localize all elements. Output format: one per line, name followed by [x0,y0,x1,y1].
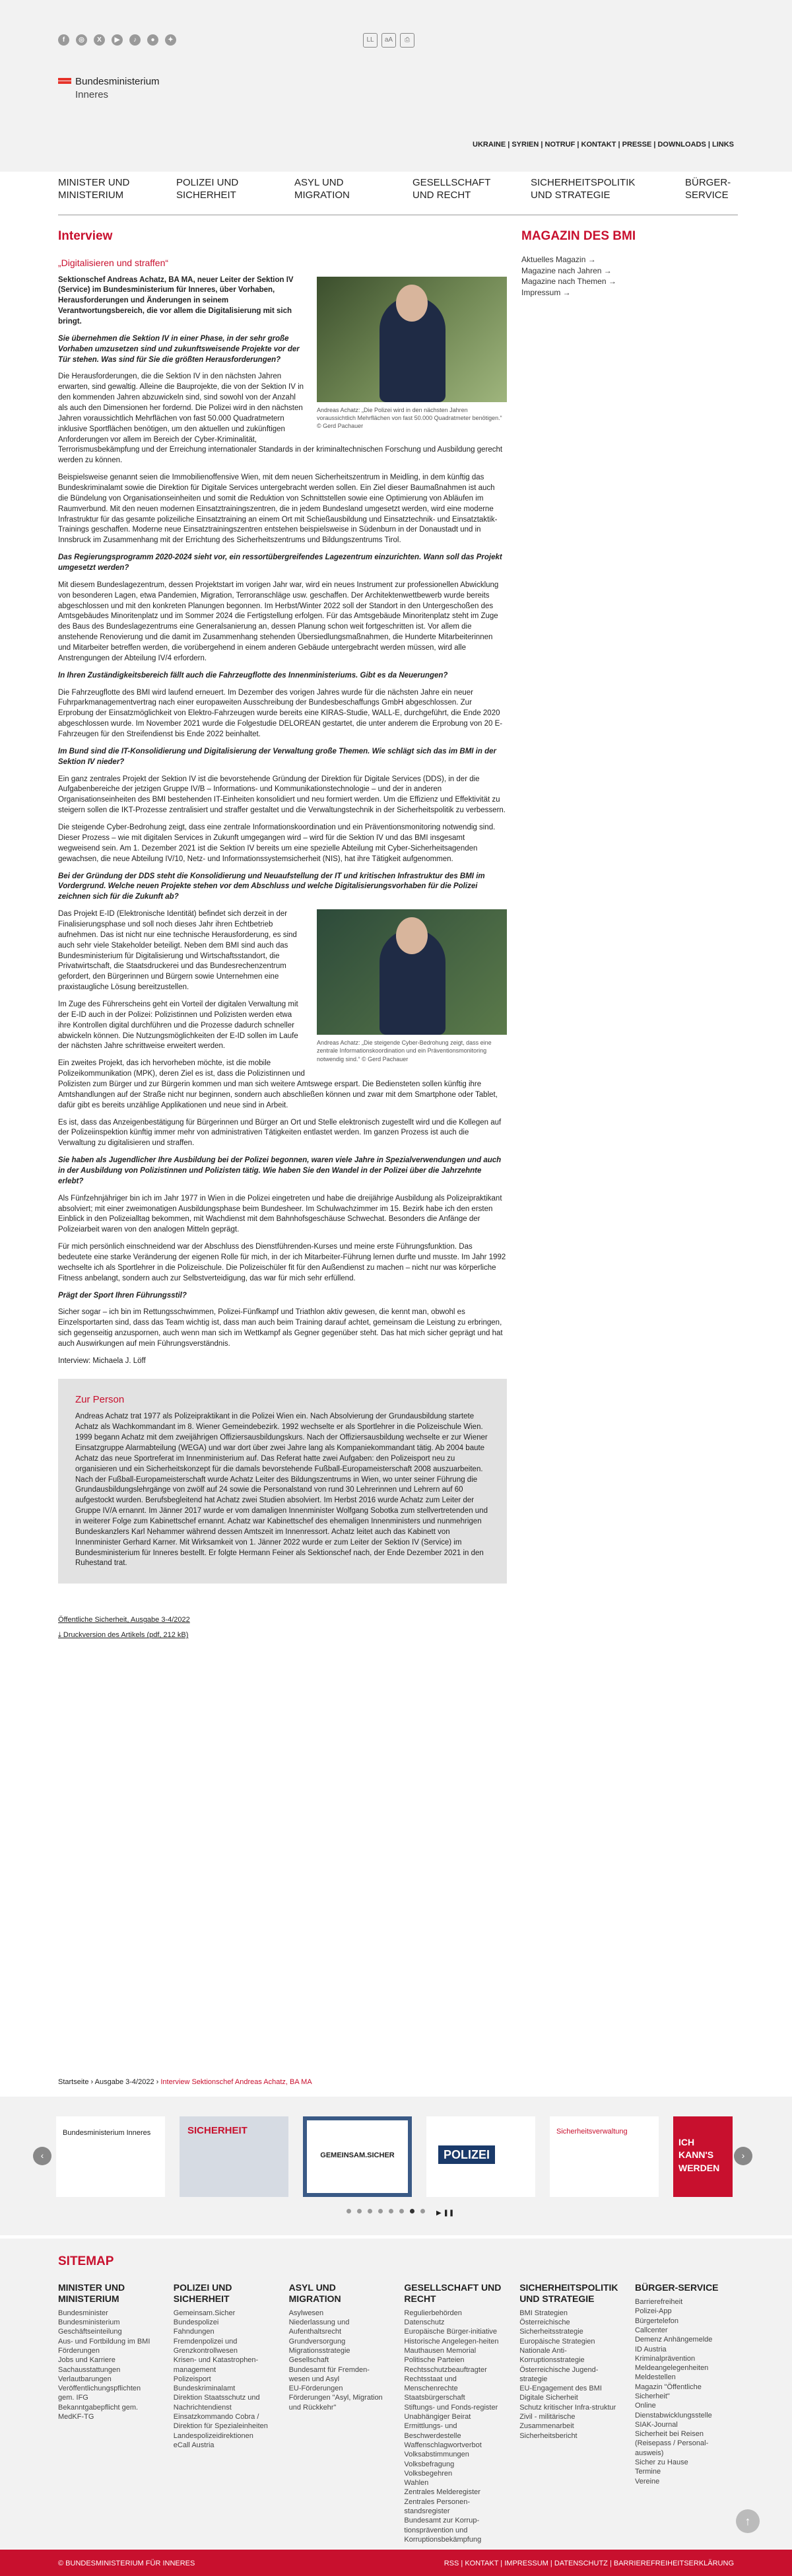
sitemap-link[interactable]: Digitale Sicherheit [519,2394,578,2402]
figure-2 [317,909,507,1063]
carousel [0,2097,792,2235]
carousel-dot[interactable] [399,2209,404,2213]
sitemap-column [174,2282,273,2544]
sitemap-link[interactable]: Zentrales Personen-standsregister [404,2497,471,2516]
infobox-heading: Zur Person [75,1393,125,1405]
sitemap-link[interactable]: Volksbegehren [404,2469,453,2478]
sitemap-link[interactable]: Förderungen [58,2347,100,2355]
sitemap-link[interactable]: Bundesminister [58,2309,108,2317]
carousel-prev-icon[interactable]: ‹ [33,2147,51,2165]
breadcrumb-sep: › [90,2078,94,2086]
article-body [58,334,507,1367]
meta-nav-links[interactable]: UKRAINE | SYRIEN | NOTRUF | KONTAKT | PRESSE | DOWNLOADS | LINKS [473,141,734,149]
figure-caption: Andreas Achatz: „Die steigende Cyber-Bedrohung zeigt, dass eine zentrale Informationskoordination und ein Präventionsmonitoring notwendig sind.“ © Gerd Pachauer [317,1039,492,1062]
footer-links[interactable]: RSS | KONTAKT | IMPRESSUM | DATENSCHUTZ | BARRIEREFREIHEITSERKLÄRUNG [444,2559,734,2567]
footer [0,2550,792,2576]
interview-question: Sie übernehmen die Sektion IV in einer Phase, in der sehr große Vorhaben umzusetzen sind und zukunftsweisende Projekte vor der Tür stehen. Was sind für Sie die größten Herausforderungen? [58,334,300,364]
interview-answer: Als Fünfzehnjähriger bin ich im Jahr 1977 in Wien in die Polizei eingetreten und habe die dreijährige Ausbildung als Polizeipraktikant absolviert; mit einer zweimonatigen Ausbildungsphase beim Bundesheer. Im Schulwachzimmer im 15. Bezirk habe ich den ersten Einblick in den Polizeialltag bekommen, mit Wachdienst mit dem Bahnhofsgeschäuse Schwechat. Besonders die Anfänge der Polizeiarbeit waren von den analogen Mitteln geprägt. [58,1194,502,1234]
sitemap-link[interactable]: Bundeskriminalamt [173,2385,236,2393]
carousel-slide[interactable]: Bundesministerium Inneres [56,2116,165,2197]
article-links [58,1615,507,1640]
sitemap-heading: SITEMAP [58,2254,114,2268]
sitemap-link[interactable]: Sachausstattungen [58,2365,121,2374]
interview-question: Im Bund sind die IT-Konsolidierung und Digitalisierung der Verwaltung große Themen. Wie schlägt sich das im BMI in der Sektion IV nieder? [58,747,496,766]
sitemap-link[interactable]: Asylwesen [288,2309,324,2317]
interview-answer: Die Fahrzeugflotte des BMI wird laufend erneuert. Im Dezember des vorigen Jahres wurde für die nächsten Jahre ein neuer Fuhrparkmanagementvertrag nach einer europaweiten Ausschreibung der Bundesbeschaffungs GmbH abgeschlossen. Zur Erprobung der Einsatzmöglichkeit von Elektro-Fahrzeugen wurde bereits eine KIRAS-Studie, WALL-E, durchgeführt, die Ende 2020 abgeschlossen wurde. Im November 2021 wurde die Folgestudie DELOREAN gestartet, die unter anderem die Erprobung von 20 E-Fahrzeugen für den Streifendienst bis Ende 2022 beinhaltet. [58,688,503,739]
sitemap-link[interactable]: Österreichische Sicherheitsstrategie [519,2318,583,2336]
nav-sicherheitspolitik[interactable]: SICHERHEITSPOLITIK UND STRATEGIE [531,177,636,201]
sitemap-link[interactable]: Callcenter [634,2326,668,2334]
sitemap-link[interactable]: Bürgertelefon [634,2316,679,2325]
carousel-dot[interactable] [420,2209,425,2213]
sitemap-column-title[interactable]: GESELLSCHAFT UND RECHT [404,2282,502,2305]
sitemap-link[interactable]: Vereine [634,2477,660,2486]
instagram-icon[interactable]: ◎ [76,34,87,46]
nav-buergerservice[interactable]: BÜRGER-SERVICE [685,177,731,201]
sidebar-link-impressum[interactable]: Impressum → [521,287,571,297]
sitemap-link[interactable]: Europäische Strategien [519,2337,595,2346]
sitemap-link[interactable]: Stiftungs- und Fonds-register [404,2403,498,2412]
carousel-play-pause[interactable]: ▶ ❚❚ [436,2210,455,2217]
photo-achatz-1 [317,277,507,402]
print-icon[interactable]: ⎙ [400,33,414,48]
sitemap-column-title[interactable]: MINISTER UND MINISTERIUM [58,2282,125,2305]
sitemap-link[interactable]: Bekanntgabepflicht gem. MedKF-TG [58,2403,139,2421]
logo-line1: Bundesministerium [75,76,160,87]
figure-1 [317,277,507,431]
sitemap-link[interactable]: Einsatzkommando Cobra / Direktion für Spezialeinheiten [173,2413,268,2431]
sidebar-link-years[interactable]: Magazine nach Jahren → [521,265,612,275]
sitemap-link[interactable]: Fahndungen [173,2328,214,2336]
interview-answer: Das Projekt E-ID (Elektronische Identität) befindet sich derzeit in der Finalisierungsphase und soll noch dieses Jahr ihren Echtbetrieb aufnehmen. Das ist nicht nur eine technische Herausforderung, es sind auch sehr viele Stakeholder beteiligt. Neben dem BMI sind auch das Bundesministerium für Digitalisierung und Wirtschaftsstandort, die Privatwirtschaft, die Staatsdruckerei und das Bundesrechenzentrum gefordert, den Bürgerinnen und Bürgern sowie Unternehmen eine praxistaugliche Lösung bereitzustellen. [58,910,297,992]
nav-gesellschaft[interactable]: GESELLSCHAFT UND RECHT [412,177,491,201]
interview-answer: Ein zweites Projekt, das ich hervorheben möchte, ist die mobile Polizeikommunikation (MPK), deren Ziel es ist, dass die Polizistinnen und Polizisten zum Bürger und zur Bürgerin kommen und man sich weitere Amtswege erspart. Die Bediensteten sollen künftig ihre Amtshandlungen auf der Straße nicht nur beginnen, sondern auch abschließen können und zwar mit dem Smartphone oder Tablet, dafür gibt es bereits unzählige Applikationen und neue sind in Arbeit. [58,1059,498,1109]
carousel-slide-label: POLIZEI [438,2145,495,2164]
photo-achatz-2 [317,909,507,1035]
sitemap-link[interactable]: Online Dienstabwicklungsstelle [634,2402,712,2419]
sitemap-link[interactable]: Ermittlungs- und Beschwerdestelle [404,2422,461,2440]
breadcrumb-issue[interactable]: Ausgabe 3-4/2022 [94,2078,154,2086]
sitemap-column [635,2282,734,2544]
breadcrumb-sep: › [156,2078,159,2086]
sitemap-link[interactable]: Magazin "Öffentliche Sicherheit" [634,2383,702,2400]
breadcrumb [58,2077,312,2087]
sitemap-link[interactable]: Verlautbarungen [58,2375,112,2383]
sitemap-columns [58,2282,734,2544]
sitemap-link[interactable]: Zentrales Melderegister [404,2488,480,2497]
sitemap-column [58,2282,157,2544]
sitemap-link[interactable]: Migrationsstrategie [288,2347,350,2355]
sitemap-link[interactable]: Mauthausen Memorial [404,2347,477,2355]
interview-answer: Es ist, dass das Anzeigenbestätigung für Bürgerinnen und Bürger an Ort und Stelle elektronisch zugestellt wird und die Kollegen auf der Polizeiinspektion künftig immer mehr von administrativen Tätigkeiten entlastet werden. Im ganzen Prozess ist auch die Verwaltung zu digitalisieren und straffen. [58,1118,502,1148]
logo-line2: Inneres [75,89,109,100]
breadcrumb-current: Interview Sektionschef Andreas Achatz, BA MA [160,2078,312,2086]
sitemap-link[interactable]: Rechtsstaat und Menschenrechte [404,2375,458,2393]
sitemap-link[interactable]: ID Austria [634,2345,667,2353]
sitemap-link[interactable]: Gemeinsam.Sicher [173,2309,236,2317]
sitemap-link[interactable]: eCall Austria [173,2441,214,2449]
footer-copyright: © BUNDESMINISTERIUM FÜR INNERES [58,2559,195,2567]
sitemap-link[interactable]: Grundversorgung [288,2337,346,2346]
sitemap-link[interactable]: Wahlen [404,2479,429,2488]
sitemap-column-title[interactable]: SICHERHEITSPOLITIK UND STRATEGIE [519,2282,618,2305]
interview-question: Prägt der Sport Ihren Führungsstil? [58,1291,187,1300]
sitemap-link[interactable]: Schutz kritischer Infra-struktur [519,2403,616,2412]
interview-question: Sie haben als Jugendlicher Ihre Ausbildung bei der Polizei begonnen, waren viele Jahre in Spezialverwendungen und auch in der Ausbildung von Polizistinnen und Polizisten tätig. Wie haben Sie den Wandel in der Polizei über die Jahrzehnte erlebt? [58,1156,502,1185]
sitemap-link[interactable]: Kriminalprävention [634,2354,696,2363]
sitemap-link[interactable]: Termine [634,2468,661,2476]
carousel-dots [346,2209,454,2218]
sitemap-link[interactable]: Bundesamt zur Korrup-tionsprävention und Korruptionsbekämpfung [404,2517,482,2544]
sitemap-link[interactable]: EU-Förderungen [288,2385,343,2393]
sitemap-link[interactable]: Demenz Anhängemelde [634,2336,713,2344]
sitemap-link[interactable]: Geschäftseinteilung [58,2328,122,2336]
sitemap-link[interactable]: Bundesministerium [58,2318,120,2327]
sitemap-column-title[interactable]: POLIZEI UND SICHERHEIT [173,2282,232,2305]
person-infobox [58,1379,507,1584]
sitemap-link[interactable]: Landespolizeidirektionen [173,2431,253,2440]
font-size-button[interactable]: aA [381,33,396,48]
facebook-icon[interactable]: f [58,34,69,46]
sitemap-link[interactable]: Historische Angelegen-heiten [404,2337,499,2346]
sitemap-link[interactable]: Aus- und Fortbildung im BMI [58,2337,150,2346]
carousel-slide[interactable]: GEMEINSAM.SICHER [303,2116,412,2197]
sitemap-link[interactable]: Veröffentlichungspflichten gem. IFG [58,2385,141,2402]
interview-answer: Die steigende Cyber-Bedrohung zeigt, dass eine zentrale Informationskoordination und ein Präventionsmonitoring notwendig sind. Dieser Prozess – wie mit digitalen Services in Zukunft umgegangen wird – wird für die Sektion IV und das BMI insgesamt wegweisend sein. Am 1. Dezember 2021 ist die Sektion IV bereits um eine spezielle Abteilung mit Cyber-Sicherheitsagenden gewachsen, die neue Abteilung IV/10, Netz- und Informationssystemsicherheit (NIS), hat ihre Tätigkeit aufgenommen. [58,823,496,863]
sitemap-link[interactable]: Regulierbehörden [404,2309,462,2317]
interview-answer: Im Zuge des Führerscheins geht ein Vorteil der digitalen Verwaltung mit der E-ID auch in der Polizei: Polizistinnen und Polizisten werden etwa ihre Kontrollen digital durchführen und die Prozesse dadurch schneller abwickeln können. Die Nutzungsmöglichkeiten der E-ID sollen im Laufe der nächsten Jahre schrittweise erweitert werden. [58,1000,298,1051]
easy-language-button[interactable]: LL [363,33,378,48]
sitemap-column [289,2282,388,2544]
sitemap-link[interactable]: Politische Parteien [404,2356,465,2365]
article-intro: Sektionschef Andreas Achatz, BA MA, neuer Leiter der Sektion IV (Service) im Bundesministerium für Inneres, über Vorhaben, Herausforderungen und Änderungen in seinem Verantwortungsbereich, die vor allem die Digitalisierung mit sich bringt. [58,275,294,326]
sitemap-link[interactable]: Polizeisport [173,2375,211,2383]
sitemap-link[interactable]: Direktion Staatsschutz und Nachrichtendienst [173,2394,260,2412]
interview-answer: Sicher sogar – ich bin im Rettungsschwimmen, Polizei-Fünfkampf und Triathlon aktiv gewesen, die kennt man, obwohl es Einzelsportarten sind, dass das Team wichtig ist, dass man auch beim Training darauf achtet, gemeinsam die Leistung zu erbringen, sich gegenseitig anzuspornen, auch wenn man sich im Wettkampf als Gegner gegenüber steht. Das hat mich sicher geprägt und hat auch Auswirkungen auf mein Führungsverständnis. [58,1308,503,1348]
sitemap-link[interactable]: SIAK-Journal [634,2420,678,2429]
back-to-top-icon[interactable]: ↑ [736,2509,760,2533]
sitemap-link[interactable]: Barrierefreiheit [634,2298,683,2307]
sitemap-link[interactable]: BMI Strategien [519,2309,568,2317]
sitemap-link[interactable]: Meldestellen [634,2373,676,2382]
interview-answer: Für mich persönlich einschneidend war der Abschluss des Dienstführenden-Kurses und meine erste Führungsfunktion. Das bedeutete eine starke Veränderung der eigenen Rolle für mich, in der ich Mitarbeiter-Führung lernen durfte und musste. Im Jahr 1992 wechselte ich als Sportlehrer in die Polizeischule. Die Polizeischüler fit für den Außendienst zu machen – nicht nur was körperliche Fitness anbelangt, sondern auch zur Selbstverteidigung, das war für mich sehr erfüllend. [58,1243,506,1282]
sidebar-link-current[interactable]: Aktuelles Magazin → [521,255,596,265]
sitemap-link[interactable]: Sicherheit bei Reisen (Reisepass / Personal-ausweis) [634,2430,709,2457]
sitemap-link[interactable]: Gesellschaft [288,2356,329,2365]
interview-answer: Beispielsweise genannt seien die Immobilienoffensive Wien, mit dem neuen Sicherheitszentrum in Meidling, in dem künftig das Bundeskriminalamt sowie die Direktion für Digitale Services untergebracht werden sollen. Ein Ziel dieser Baumaßnahmen ist auch die Bündelung von Organisationseinheiten und somit die Reduktion von Schnittstellen sowie eine Optimierung von Abläufen im Raumverbund. Mit den neuen modernen Einsatztrainingszentren, die in jedem Bundesland umgesetzt werden, wird eine moderne Infrastruktur für das gesamte polizeiliche Einsatztraining an einem Ort mit Schießausbildung und Einsatztechnik- und Einsatztaktik-Trainings geschaffen. Moderne neue Einsatztrainingszentren entstehen beispielsweise in Südenburn in der Donaustadt und in Innsbruck im Zusammenhang mit der Errichtung des Sicherheitszentrums und Bildungszentrums Tirol. [58,473,498,545]
main-navigation [58,177,738,211]
carousel-dot[interactable] [389,2209,393,2213]
meta-navigation[interactable] [473,140,734,150]
interview-question: Das Regierungsprogramm 2020-2024 sieht vor, ein ressortübergreifendes Lagezentrum einzurichten. Wann soll das Projekt umgesetzt werden? [58,553,502,573]
sitemap-link[interactable]: Volksbefragung [404,2460,455,2468]
carousel-dot[interactable] [410,2209,414,2213]
interview-question: Bei der Gründung der DDS steht die Konsolidierung und Neuaufstellung der IT und kritischen Infrastruktur des BMI im Vordergrund. Welche neuen Projekte stehen vor dem Abschluss und welche Digitalisierungsvorhaben für die Polizei zeichnen sich für die Zukunft ab? [58,872,485,901]
interview-answer: Ein ganz zentrales Projekt der Sektion IV ist die bevorstehende Gründung der Direktion für Digitale Services (DDS), in der die Aufgabenbereiche der jetzigen Gruppe IV/B – Informations- und Kommunikationstechnologie – und der in anderen Organisationseinheiten des BMI bestehenden IT-Einheiten konsolidiert und neu formiert werden. Um die Effizienz und Effektivität zu steigern sollen die IKT-Prozesse zentralisiert und straffer gestaltet und die Verwaltungstechnik in der Sicherheitspolitik zu verbessern. [58,775,506,815]
sitemap-column-title[interactable]: BÜRGER-SERVICE [634,2282,719,2293]
page-heading: Interview [58,229,113,243]
sidebar-heading: MAGAZIN DES BMI [521,229,636,243]
flickr-icon[interactable]: ● [147,34,158,46]
austria-flag-icon [58,78,71,84]
sitemap [0,2239,792,2549]
sitemap-link[interactable]: Rechtsschutzbeauftragter [404,2365,487,2374]
accessibility-tools [363,33,414,48]
carousel-dot[interactable] [346,2209,351,2213]
sidebar [521,228,739,298]
interview-question: In Ihren Zuständigkeitsbereich fällt auch die Fahrzeugflotte des Innenministeriums. Gibt es da Neuerungen? [58,671,448,679]
carousel-dot[interactable] [368,2209,372,2213]
carousel-dot[interactable] [378,2209,383,2213]
tiktok-icon[interactable]: ♪ [129,34,141,46]
figure-caption: Andreas Achatz: „Die Polizei wird in den nächsten Jahren voraussichtlich Mehrflächen von fast 50.000 Quadratmeter benötigen.“ © Gerd Pachauer [317,406,502,430]
sitemap-link[interactable]: Polizei-App [634,2307,672,2316]
article [58,228,507,1646]
interview-answer: Interview: Michaela J. Löff [58,1356,146,1365]
sitemap-column-title[interactable]: ASYL UND MIGRATION [288,2282,341,2305]
sitemap-column [404,2282,503,2544]
sitemap-link[interactable]: Staatsbürgerschaft [404,2394,465,2402]
sitemap-link[interactable]: Bundesamt für Fremden-wesen und Asyl [288,2365,370,2383]
infobox-text: Andreas Achatz trat 1977 als Polizeipraktikant in die Polizei Wien ein. Nach Absolvierung der Grundausbildung startete Achatz als Wachkommandant im 8. Wiener Gemeindebezirk. 1992 wechselte er als Sportlehrer in die Polizeischule Wien. 1999 begann Achatz mit dem zweijährigen Offiziersausbildungskurs. Nach der Offiziersausbildung wechselte er zur Wiener Einsatzgruppe Alarmabteilung (WEGA) und war dort über zwei Jahre lang als Kompaniekommandant tätig. Ab 2004 baute Achatz das neue Sportreferat im Innenministerium auf. Das Referat hatte zwei Aufgaben: den Polizeisport neu zu organisieren und ein Sicherheitskonzept für die damals bevorstehende Fußball-Europameisterschaft 2008 auszuarbeiten. Nach der Fußball-Europameisterschaft wurde Achatz Leiter des Bildungszentrums in Wien, wo unter seiner Führung die Grundausbildungslehrgänge von zwölf auf 24 sowie die Personalstand von rund 30 Lehrerinnen und Lehrern auf 60 aufgestockt wurden. Berufsbegleitend hat Achatz zwei Studien absolviert. Im Herbst 2016 wurde Achatz zum Leiter der Gruppe IV/A ernannt. Im Jänner 2017 wurde er vom damaligen Innenminister Wolfgang Sobotka zum stellvertretenden und in weiterer Folge zum Kabinettschef ernannt. Achatz war Kabinettschef des ehemaligen Innenministers und nunmehrigen Bundeskanzlers Karl Nehammer während dessen Amtszeit im Innenressort. Achatz leitet auch das Kabinett von Innenminister Gerhard Karner. Mit Wirksamkeit von 1. Jänner 2022 wurde er zum Leiter der Sektion IV (Service) im Bundesministerium für Inneres bestellt. Er folgte Hermann Feiner als Sektionschef nach, der Ende Dezember 2021 in den Ruhestand trat. [75,1412,488,1568]
sitemap-link[interactable]: Fremdenpolizei und Grenzkontrollwesen [173,2337,238,2355]
sitemap-link[interactable]: Jobs und Karriere [58,2356,116,2365]
sitemap-column [519,2282,618,2544]
sidebar-link-topics[interactable]: Magazine nach Themen → [521,277,616,287]
interview-answer: Die Herausforderungen, die die Sektion IV in den nächsten Jahren erwarten, sind gewaltig. Alleine die Bauprojekte, die von der Sektion IV in den kommenden Jahren abzuwickeln sind, sind sowohl von der Anzahl als auch den Dimensionen her fordernd. Die Polizei wird in den nächsten Jahren voraussichtlich Mehrflächen von fast 50.000 Quadratmetern inklusive Sportflächen benötigen, um den aktuellen und zukünftigen Anforderungen vor allem im Bereich der Cyber-Kriminalität, Terrorismusbekämpfung und der Erreichung internationaler Standards in der kriminaltechnischen Forschung und Ausbildung gerecht werden zu können. [58,372,503,465]
pdf-download-link[interactable]: ⤓ Druckversion des Artikels (pdf, 212 kB) [58,1631,189,1640]
sitemap-link[interactable]: Zivil - militärische Zusammenarbeit [519,2413,576,2431]
sitemap-link[interactable]: Niederlassung und Aufenthaltsrecht [288,2318,350,2336]
sitemap-link[interactable]: EU-Engagement des BMI [519,2385,602,2393]
magazine-issue-link[interactable]: Öffentliche Sicherheit, Ausgabe 3-4/2022 [58,1616,190,1624]
nav-polizei[interactable]: POLIZEI UND SICHERHEIT [176,177,239,201]
sitemap-link[interactable]: Krisen- und Katastrophen-management [173,2356,259,2374]
carousel-slide[interactable]: Sicherheitsverwaltung [550,2116,659,2197]
sitemap-link[interactable]: Förderungen "Asyl, Migration und Rückkehr" [288,2394,383,2412]
youtube-icon[interactable]: ▶ [112,34,123,46]
article-title: „Digitalisieren und straffen“ [58,258,169,269]
sitemap-link[interactable]: Unabhängiger Beirat [404,2413,471,2421]
top-bar [0,0,792,66]
nav-minister[interactable]: MINISTER UND MINISTERIUM [58,177,130,201]
carousel-slide[interactable]: SICHERHEIT [180,2116,288,2197]
carousel-next-icon[interactable]: › [734,2147,752,2165]
sitemap-link[interactable]: Europäische Bürger-initiative [404,2328,498,2336]
sitemap-link[interactable]: Österreichische Jugend-strategie [519,2365,599,2383]
x-icon[interactable]: X [94,34,105,46]
sitemap-link[interactable]: Datenschutz [404,2318,445,2327]
carousel-slide[interactable] [426,2116,535,2197]
carousel-dot[interactable] [357,2209,362,2213]
social-links [58,34,176,46]
nav-asyl[interactable]: ASYL UND MIGRATION [294,177,350,201]
sitemap-link[interactable]: Bundespolizei [173,2318,219,2327]
sitemap-link[interactable]: Waffenschlagwortverbot [404,2441,482,2449]
sitemap-link[interactable]: Meldeangelegenheiten [634,2364,709,2373]
breadcrumb-start[interactable]: Startseite [58,2078,89,2086]
bluesky-icon[interactable]: ✦ [165,34,176,46]
carousel-slide[interactable]: ICH KANN'S WERDEN [673,2116,733,2197]
interview-answer: Mit diesem Bundeslagezentrum, dessen Projektstart im vorigen Jahr war, wird ein neues Instrument zur professionellen Abwicklung von besonderen Lagen, etwa Pandemien, Migration, Terroranschläge usw. geschaffen. Der Architektenwettbewerb wurde bereits abgeschlossen und mit den konkreten Planungen begonnen. Im Herbst/Winter 2022 soll der Standort in den Untergeschoßen des Amtsgebäudes Minoritenplatz und im Sommer 2024 die Fertigstellung erfolgen. Für das Amtsgebäude Minoritenplatz steht im Zuge des Baus des Bundeslagezentrums eine Generalsanierung an, dessen Planung schon weit fortgeschritten ist. Vor allem die anstehende Renovierung und die damit im Zusammenhang stehenden Übersiedlungsmaßnahmen, die Hunderte Mitarbeiterinnen und Mitarbeiter betreffen werden, die vorübergehend in einem anderen Gebäude untergebracht werden müssen, wird alle Anstrengungen der Abteilung IV/4 erfordern. [58,580,499,662]
sitemap-link[interactable]: Nationale Anti-Korruptionsstrategie [519,2347,585,2365]
sitemap-link[interactable]: Volksabstimmungen [404,2451,469,2459]
sitemap-link[interactable]: Sicher zu Hause [634,2458,688,2467]
sitemap-link[interactable]: Sicherheitsbericht [519,2431,578,2440]
